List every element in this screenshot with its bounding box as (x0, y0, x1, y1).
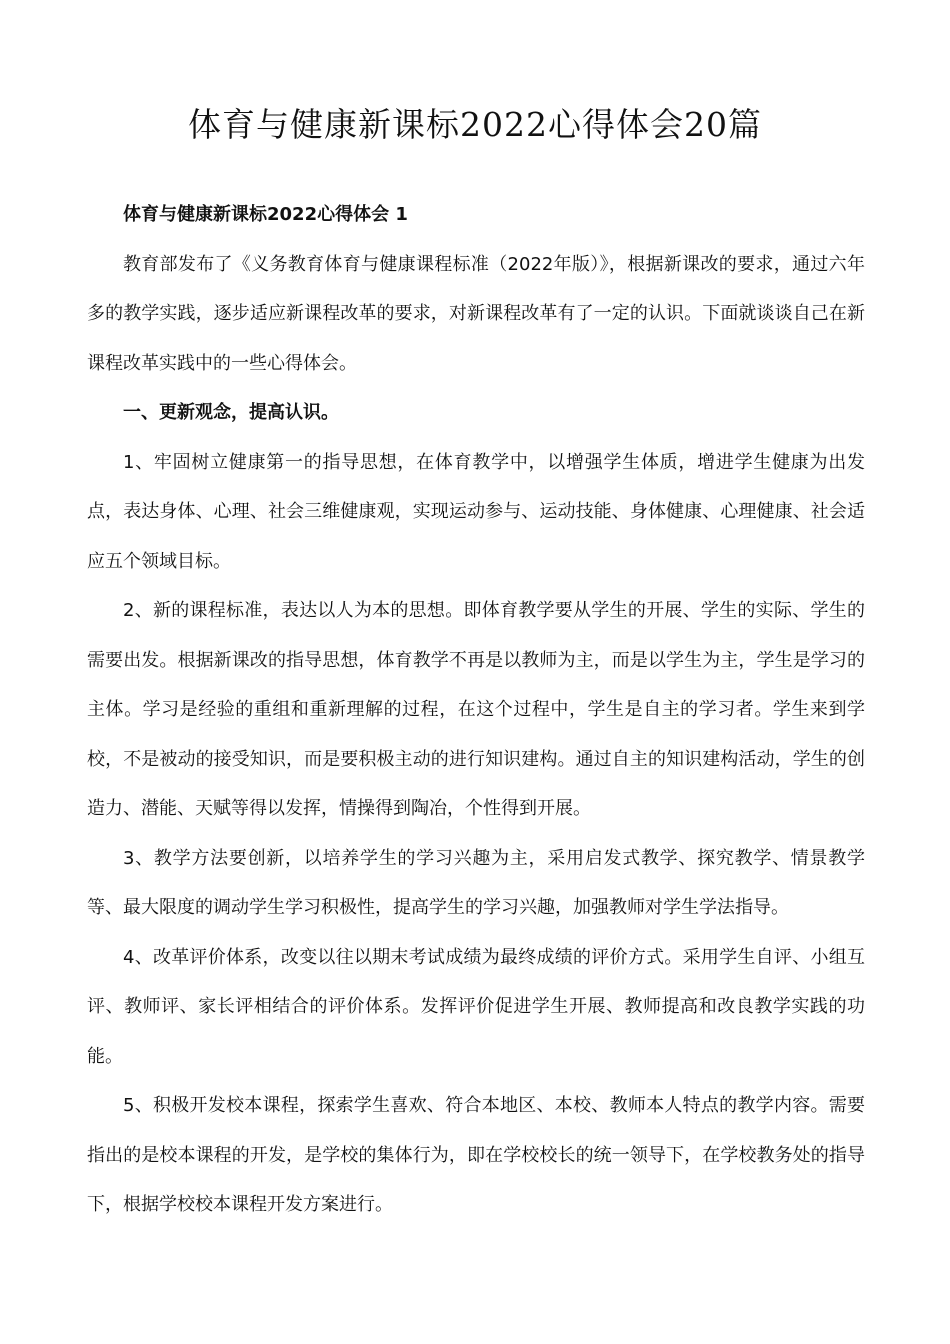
document-title: 体育与健康新课标2022心得体会20篇 (188, 105, 762, 144)
list-item-4: 4、改革评价体系，改变以往以期末考试成绩为最终成绩的评价方式。采用学生自评、小组互评、教师评、家长评相结合的评价体系。发挥评价促进学生开展、教师提高和改良教学实践的功能。 (87, 946, 865, 1067)
document-body (87, 190, 865, 1230)
list-item-1: 1、牢固树立健康第一的指导思想，在体育教学中，以增强学生体质，增进学生健康为出发点，表达身体、心理、社会三维健康观，实现运动参与、运动技能、身体健康、心理健康、社会适应五个领域目标。 (87, 451, 865, 572)
list-item-2: 2、新的课程标准，表达以人为本的思想。即体育教学要从学生的开展、学生的实际、学生的需要出发。根据新课改的指导思想，体育教学不再是以教师为主，而是以学生为主，学生是学习的主体。学习是经验的重组和重新理解的过程，在这个过程中，学生是自主的学习者。学生来到学校，不是被动的接受知识，而是要积极主动的进行知识建构。通过自主的知识建构活动，学生的创造力、潜能、天赋等得以发挥，情操得到陶冶，个性得到开展。 (87, 600, 865, 819)
list-item-3: 3、教学方法要创新，以培养学生的学习兴趣为主，采用启发式教学、探究教学、情景教学等、最大限度的调动学生学习积极性，提高学生的学习兴趣，加强教师对学生学法指导。 (87, 847, 865, 918)
section-heading: 一、更新观念，提高认识。 (123, 402, 339, 423)
intro-paragraph: 教育部发布了《义务教育体育与健康课程标准（2022年版）》，根据新课改的要求，通过六年多的教学实践，逐步适应新课程改革的要求，对新课程改革有了一定的认识。下面就谈谈自己在新课程改革实践中的一些心得体会。 (87, 253, 865, 374)
article-subtitle: 体育与健康新课标2022心得体会 1 (123, 204, 408, 225)
list-item-5: 5、积极开发校本课程，探索学生喜欢、符合本地区、本校、教师本人特点的教学内容。需要指出的是校本课程的开发，是学校的集体行为，即在学校校长的统一领导下，在学校教务处的指导下，根据学校校本课程开发方案进行。 (87, 1095, 865, 1215)
